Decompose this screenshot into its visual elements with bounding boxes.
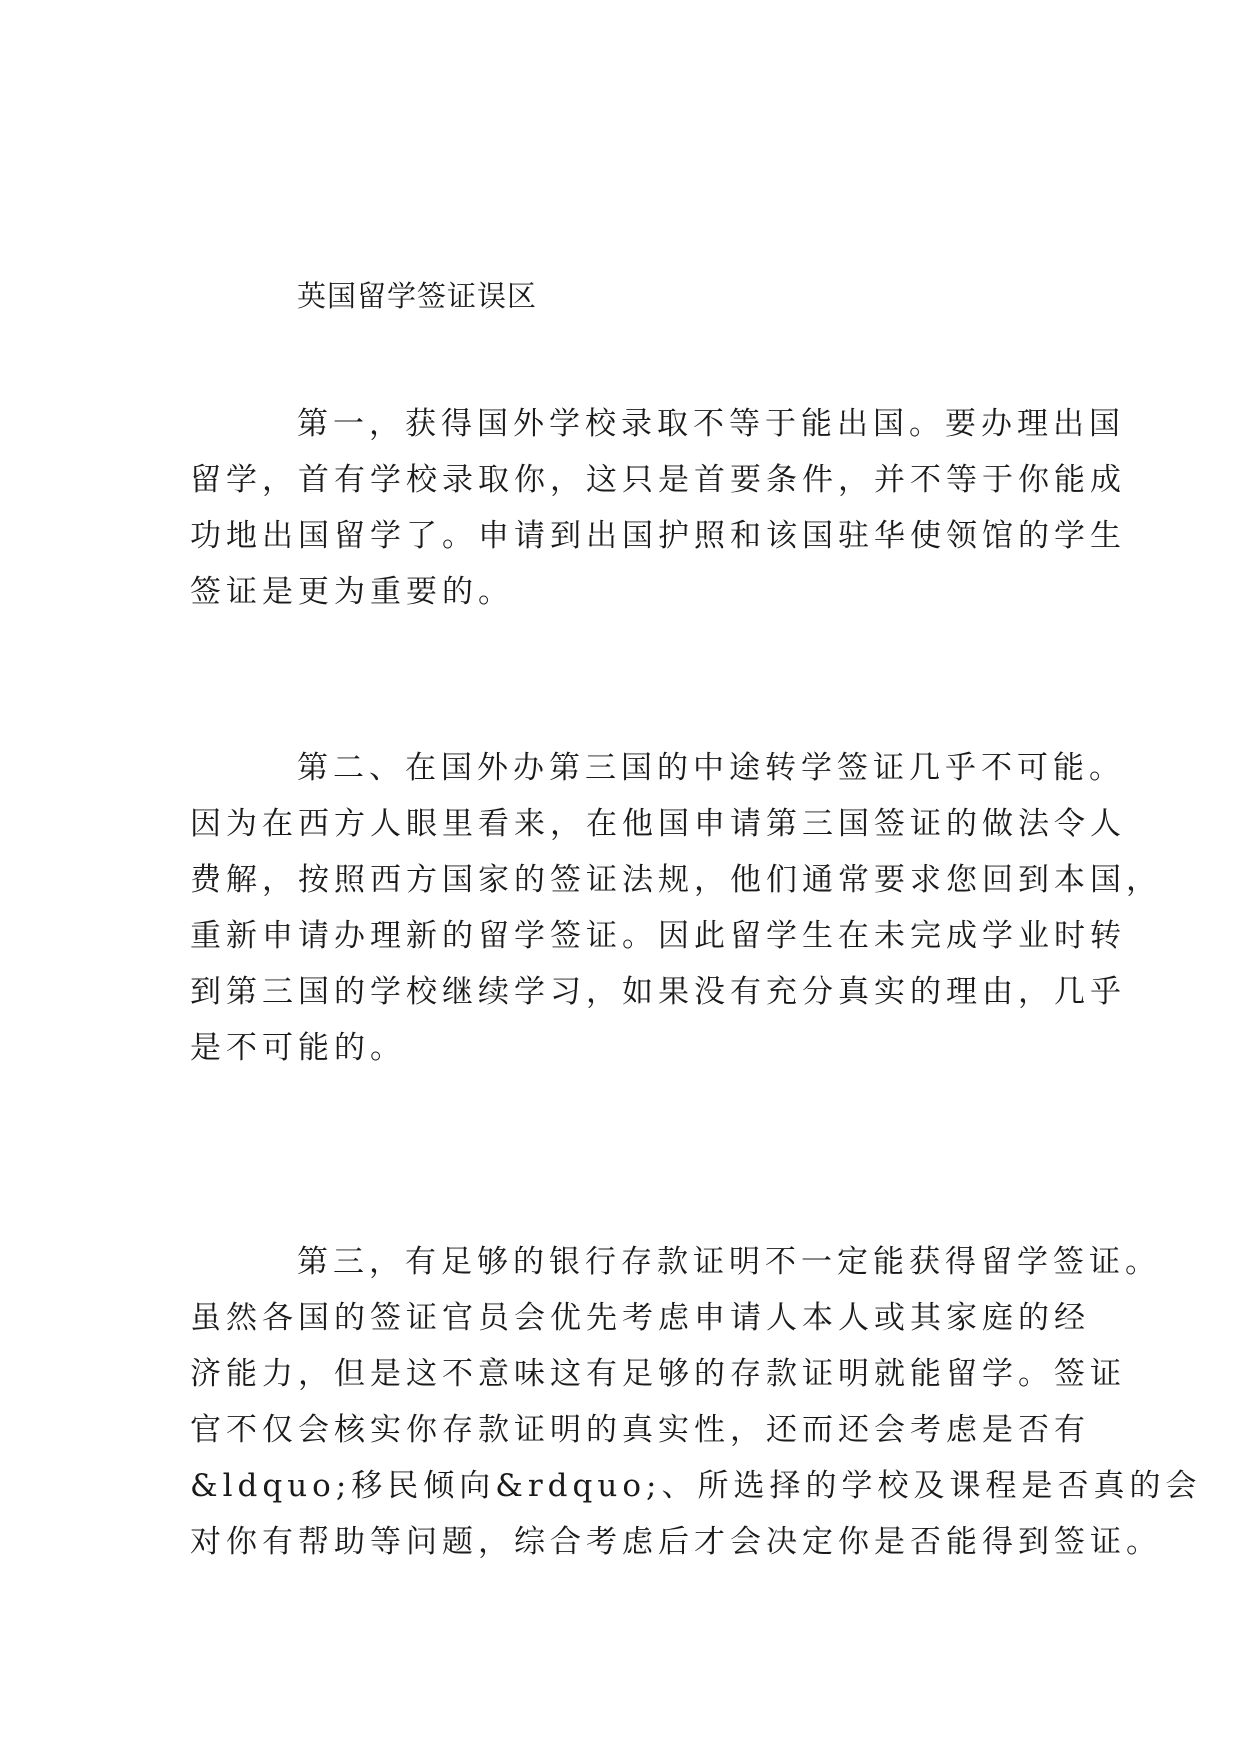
paragraph-line: 官不仅会核实你存款证明的真实性，还而还会考虑是否有 (190, 1412, 1090, 1448)
paragraph-line: 是不可能的。 (190, 1030, 406, 1066)
paragraph-line: 功地出国留学了。申请到出国护照和该国驻华使领馆的学生 (190, 518, 1126, 554)
paragraph-line: 第一，获得国外学校录取不等于能出国。要办理出国 (297, 406, 1125, 442)
paragraph-line: 签证是更为重要的。 (190, 574, 514, 610)
paragraph-line: 费解，按照西方国家的签证法规，他们通常要求您回到本国， (190, 862, 1162, 898)
paragraph-2 (190, 740, 1162, 1076)
paragraph-line: &ldquo;移民倾向&rdquo;、所选择的学校及课程是否真的会 (190, 1468, 1202, 1504)
paragraph-line: 虽然各国的签证官员会优先考虑申请人本人或其家庭的经 (190, 1300, 1090, 1336)
paragraph-1 (190, 396, 1126, 620)
paragraph-line: 到第三国的学校继续学习，如果没有充分真实的理由，几乎 (190, 974, 1126, 1010)
document-title: 英国留学签证误区 (297, 279, 538, 313)
paragraph-line: 因为在西方人眼里看来，在他国申请第三国签证的做法令人 (190, 806, 1126, 842)
paragraph-3 (190, 1234, 1202, 1570)
paragraph-line: 第三，有足够的银行存款证明不一定能获得留学签证。 (297, 1244, 1161, 1280)
paragraph-line: 济能力，但是这不意味这有足够的存款证明就能留学。签证 (190, 1356, 1126, 1392)
paragraph-line: 对你有帮助等问题，综合考虑后才会决定你是否能得到签证。 (190, 1524, 1162, 1560)
paragraph-line: 重新申请办理新的留学签证。因此留学生在未完成学业时转 (190, 918, 1126, 954)
paragraph-line: 第二、在国外办第三国的中途转学签证几乎不可能。 (297, 750, 1125, 786)
paragraph-line: 留学，首有学校录取你，这只是首要条件，并不等于你能成 (190, 462, 1126, 498)
